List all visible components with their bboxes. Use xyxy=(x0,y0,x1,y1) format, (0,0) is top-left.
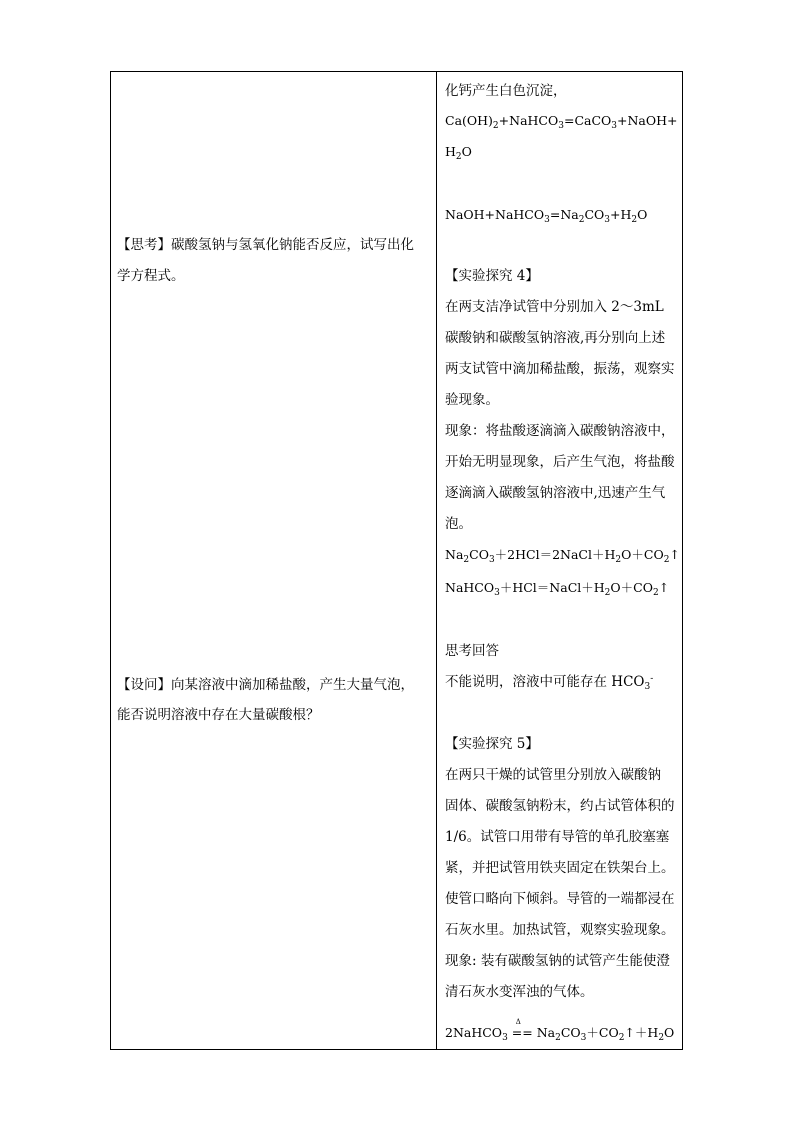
equation-caoh2-nahco3: $Ca(OH)_2+NaHCO_3=CaCO_3+NaOH+$ xyxy=(445,113,678,131)
experiment-4-title: 【实验探究 4】 xyxy=(445,268,539,284)
answer-line: 不能说明，溶液中可能存在 $HCO_3^-$ xyxy=(445,674,654,692)
experiment-5-line-2: 固体、碳酸氢钠粉末，约占试管体积的 xyxy=(445,798,675,814)
experiment-4-line-3: 两支试管中滴加稀盐酸，振荡，观察实 xyxy=(445,361,675,377)
observation-2-line-2: 清石灰水变浑浊的气体。 xyxy=(445,984,594,1000)
observation-2-line-1: 现象: 装有碳酸氢钠的试管产生能使澄 xyxy=(445,953,670,969)
experiment-5-line-3: 1/6。试管口用带有导管的单孔胶塞塞 xyxy=(445,829,670,845)
precipitate-text: 化钙产生白色沉淀， xyxy=(445,83,567,99)
think-question-line-2: 学方程式。 xyxy=(117,268,185,284)
ask-question-line-1: 【设问】向某溶液中滴加稀盐酸，产生大量气泡， xyxy=(117,677,414,693)
experiment-5-line-5: 使管口略向下倾斜。导管的一端都浸在 xyxy=(445,891,675,907)
equation-naoh-nahco3: $NaOH+NaHCO_3=Na_2CO_3+H_2O$ xyxy=(445,207,648,225)
experiment-5-line-1: 在两只干燥的试管里分别放入碳酸钠 xyxy=(445,767,661,783)
experiment-4-line-2: 碳酸钠和碳酸氢钠溶液,再分别向上述 xyxy=(445,330,666,346)
equation-h2o-continuation: $H_2O$ xyxy=(445,144,472,162)
heat-symbol: Δ == xyxy=(511,1018,533,1040)
ask-question-line-2: 能否说明溶液中存在大量碳酸根？ xyxy=(117,707,320,723)
observation-1-line-2: 开始无明显现象，后产生气泡，将盐酸 xyxy=(445,454,675,470)
observation-1-line-1: 现象：将盐酸逐滴滴入碳酸钠溶液中， xyxy=(445,423,675,439)
equation-nahco3-hcl: $NaHCO_3+HCl=NaCl+H_2O+CO_2↑$ xyxy=(445,580,670,598)
answer-title: 思考回答 xyxy=(445,643,499,659)
experiment-4-line-4: 验现象。 xyxy=(445,392,499,408)
content-table xyxy=(110,71,683,1050)
experiment-5-line-6: 石灰水里。加热试管，观察实验现象。 xyxy=(445,922,675,938)
observation-1-line-4: 泡。 xyxy=(445,516,472,532)
experiment-5-line-4: 紧，并把试管用铁夹固定在铁架台上。 xyxy=(445,860,675,876)
experiment-4-line-1: 在两支洁净试管中分别加入 2～3mL xyxy=(445,299,664,315)
equation-na2co3-hcl: $Na_2CO_3+2HCl=2NaCl+H_2O+CO_2↑$ xyxy=(445,547,680,565)
column-divider xyxy=(436,72,437,1049)
observation-1-line-3: 逐滴滴入碳酸氢钠溶液中,迅速产生气 xyxy=(445,485,666,501)
equation-nahco3-decomposition: 2NaHCO$_3$ Δ == $Na_2CO_3+CO_2↑+H_2O$ xyxy=(445,1018,675,1043)
think-question-line-1: 【思考】碳酸氢钠与氢氧化钠能否反应，试写出化 xyxy=(117,237,414,253)
experiment-5-title: 【实验探究 5】 xyxy=(445,736,539,752)
